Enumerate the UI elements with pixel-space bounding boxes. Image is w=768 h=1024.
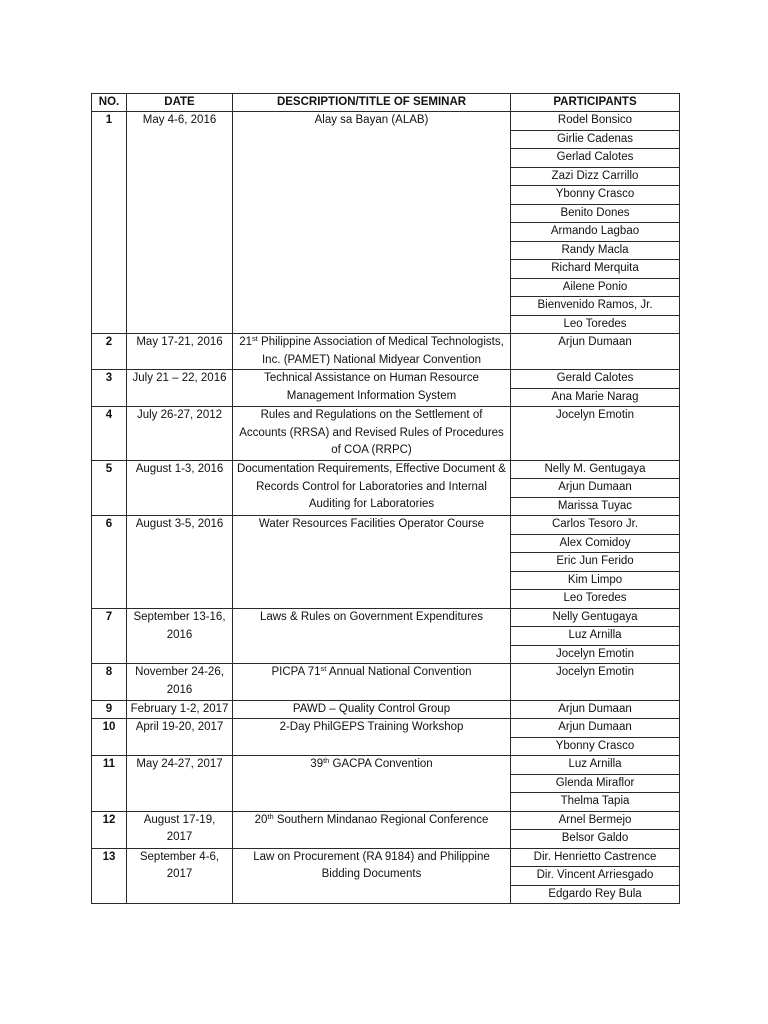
- seminar-title: [233, 370, 511, 407]
- seminar-title-ordinal-suffix: th: [267, 811, 274, 821]
- participant-name: Girlie Cadenas: [511, 131, 679, 150]
- seminar-date: August 17-19, 2017: [127, 811, 233, 848]
- participant-name: Richard Merquita: [511, 260, 679, 279]
- participant-name: Armando Lagbao: [511, 223, 679, 242]
- seminar-title-text: Southern Mindanao Regional Conference: [273, 813, 489, 826]
- seminar-number: 2: [92, 334, 127, 370]
- seminar-date: May 17-21, 2016: [127, 334, 233, 370]
- participant-name: Nelly M. Gentugaya: [511, 461, 679, 480]
- seminar-title-ordinal: PICPA 71: [271, 666, 321, 679]
- seminar-date: May 4-6, 2016: [127, 112, 233, 334]
- seminar-number: 3: [92, 370, 127, 407]
- seminar-title-text: Documentation Requirements, Effective Document & Records Control for Laboratories and Internal Auditing for Laboratories: [237, 462, 506, 511]
- participants-cell: [511, 407, 680, 461]
- seminar-date: July 26-27, 2012: [127, 407, 233, 461]
- seminar-date: April 19-20, 2017: [127, 719, 233, 756]
- seminar-title: [233, 460, 511, 516]
- participants-cell: [511, 719, 680, 756]
- participant-list: [511, 112, 679, 333]
- table-row: [92, 664, 680, 700]
- seminar-title-text: Water Resources Facilities Operator Course: [258, 518, 485, 531]
- participant-name: Jocelyn Emotin: [556, 409, 634, 422]
- table-row: [92, 700, 680, 719]
- participant-name: Arjun Dumaan: [511, 479, 679, 498]
- participant-list: [511, 516, 679, 608]
- participant-list: [511, 849, 679, 904]
- seminar-title: [233, 664, 511, 700]
- table-row: [92, 756, 680, 812]
- header-date: DATE: [127, 94, 233, 112]
- participants-cell: [511, 756, 680, 812]
- seminar-title-ordinal: 21: [239, 336, 253, 348]
- seminar-title: [233, 848, 511, 904]
- seminar-date: May 24-27, 2017: [127, 756, 233, 812]
- participants-cell: [511, 664, 680, 700]
- participant-list: [511, 812, 679, 848]
- seminar-title-ordinal: 20: [254, 813, 268, 826]
- seminar-title-ordinal: 39: [310, 758, 324, 771]
- participant-name: Randy Macla: [511, 242, 679, 261]
- seminar-title-text: Alay sa Bayan (ALAB): [314, 114, 429, 126]
- participant-name: Gerald Calotes: [511, 370, 679, 389]
- participant-list: [511, 664, 679, 682]
- participant-name: Bienvenido Ramos, Jr.: [511, 297, 679, 316]
- header-title: DESCRIPTION/TITLE OF SEMINAR: [233, 94, 511, 112]
- table-row: [92, 811, 680, 848]
- seminar-number: 7: [92, 608, 127, 664]
- seminar-date: July 21 – 22, 2016: [127, 370, 233, 407]
- participant-name: Luz Arnilla: [511, 756, 679, 775]
- seminar-date: February 1-2, 2017: [127, 700, 233, 719]
- table-row: [92, 516, 680, 609]
- table-row: [92, 407, 680, 461]
- participant-list: [511, 370, 679, 406]
- participant-name: Gerlad Calotes: [511, 149, 679, 168]
- seminar-number: 5: [92, 460, 127, 516]
- seminar-title-text: Technical Assistance on Human Resource Management Information System: [264, 372, 479, 402]
- seminar-title: [233, 700, 511, 719]
- seminar-title-ordinal-suffix: st: [320, 664, 327, 674]
- seminar-title: [233, 608, 511, 664]
- seminar-date: August 3-5, 2016: [127, 516, 233, 609]
- participant-list: [511, 609, 679, 664]
- participant-name: Jocelyn Emotin: [556, 666, 634, 679]
- seminar-number: 12: [92, 811, 127, 848]
- table-row: [92, 370, 680, 407]
- participant-name: Luz Arnilla: [511, 627, 679, 646]
- table-row: [92, 848, 680, 904]
- participant-name: Belsor Galdo: [561, 832, 629, 845]
- seminar-title-text: Rules and Regulations on the Settlement of Accounts (RRSA) and Revised Rules of Procedures of COA (RRPC): [239, 409, 504, 457]
- seminar-table: [91, 93, 680, 904]
- seminar-title-text: Laws & Rules on Government Expenditures: [259, 610, 484, 623]
- participant-name: Thelma Tapia: [560, 795, 630, 808]
- participants-cell: [511, 516, 680, 609]
- seminar-number: 6: [92, 516, 127, 609]
- participant-list: [511, 719, 679, 755]
- seminar-title-text: Philippine Association of Medical Technologists, Inc. (PAMET) National Midyear Convention: [257, 336, 504, 366]
- seminar-date: November 24-26, 2016: [127, 664, 233, 700]
- participant-name: Leo Toredes: [563, 317, 627, 330]
- seminar-title-text: GACPA Convention: [329, 758, 433, 771]
- participant-name: Eric Jun Ferido: [511, 553, 679, 572]
- participant-name: Alex Comidoy: [511, 535, 679, 554]
- participant-name: Ybonny Crasco: [511, 186, 679, 205]
- participant-name: Zazi Dizz Carrillo: [511, 168, 679, 187]
- seminar-title-text: Annual National Convention: [326, 666, 472, 679]
- seminar-title-text: 2-Day PhilGEPS Training Workshop: [279, 721, 464, 734]
- participant-name: Marissa Tuyac: [557, 499, 633, 512]
- seminar-number: 4: [92, 407, 127, 461]
- participants-cell: [511, 334, 680, 370]
- participant-name: Rodel Bonsico: [511, 112, 679, 131]
- seminar-date: September 13-16, 2016: [127, 608, 233, 664]
- participant-list: [511, 334, 679, 352]
- table-row: [92, 334, 680, 370]
- seminar-number: 13: [92, 848, 127, 904]
- table-body: [92, 112, 680, 904]
- table-row: [92, 460, 680, 516]
- seminar-title: [233, 811, 511, 848]
- seminar-title-text: PAWD – Quality Control Group: [292, 702, 451, 715]
- participant-name: Edgardo Rey Bula: [548, 887, 642, 900]
- participants-cell: [511, 700, 680, 719]
- participant-name: Arjun Dumaan: [558, 702, 632, 715]
- seminar-number: 8: [92, 664, 127, 700]
- participant-list: [511, 756, 679, 811]
- seminar-number: 11: [92, 756, 127, 812]
- seminar-number: 10: [92, 719, 127, 756]
- participants-cell: [511, 848, 680, 904]
- table-row: [92, 112, 680, 334]
- seminar-title: [233, 756, 511, 812]
- participants-cell: [511, 811, 680, 848]
- seminar-title: [233, 407, 511, 461]
- seminar-title-ordinal-suffix: st: [252, 334, 258, 343]
- header-no: NO.: [92, 94, 127, 112]
- participant-name: Jocelyn Emotin: [556, 647, 634, 660]
- table-row: [92, 608, 680, 664]
- participant-name: Arjun Dumaan: [558, 336, 632, 348]
- participant-name: Arnel Bermejo: [511, 812, 679, 831]
- table-row: [92, 719, 680, 756]
- seminar-title-ordinal-suffix: th: [323, 756, 330, 766]
- participant-name: Ybonny Crasco: [555, 739, 635, 752]
- seminar-number: 1: [92, 112, 127, 334]
- participant-name: Dir. Vincent Arriesgado: [511, 867, 679, 886]
- participants-cell: [511, 112, 680, 334]
- seminar-title-text: Law on Procurement (RA 9184) and Philippine Bidding Documents: [253, 850, 490, 881]
- header-participants: PARTICIPANTS: [511, 94, 680, 112]
- header-row: [92, 94, 680, 112]
- participant-list: [511, 407, 679, 425]
- participant-list: [511, 701, 679, 719]
- participant-list: [511, 461, 679, 516]
- participants-cell: [511, 370, 680, 407]
- participant-name: Glenda Miraflor: [511, 775, 679, 794]
- participant-name: Ana Marie Narag: [551, 390, 639, 403]
- participant-name: Leo Toredes: [563, 592, 627, 605]
- participant-name: Ailene Ponio: [511, 279, 679, 298]
- seminar-title: [233, 719, 511, 756]
- seminar-title: [233, 334, 511, 370]
- participants-cell: [511, 460, 680, 516]
- participant-name: Carlos Tesoro Jr.: [511, 516, 679, 535]
- participant-name: Benito Dones: [511, 205, 679, 224]
- seminar-title: [233, 516, 511, 609]
- participant-name: Dir. Henrietto Castrence: [511, 849, 679, 868]
- seminar-number: 9: [92, 700, 127, 719]
- participant-name: Nelly Gentugaya: [511, 609, 679, 628]
- seminar-date: August 1-3, 2016: [127, 460, 233, 516]
- participant-name: Arjun Dumaan: [511, 719, 679, 738]
- seminar-title: [233, 112, 511, 334]
- participants-cell: [511, 608, 680, 664]
- participant-name: Kim Limpo: [511, 572, 679, 591]
- seminar-date: September 4-6, 2017: [127, 848, 233, 904]
